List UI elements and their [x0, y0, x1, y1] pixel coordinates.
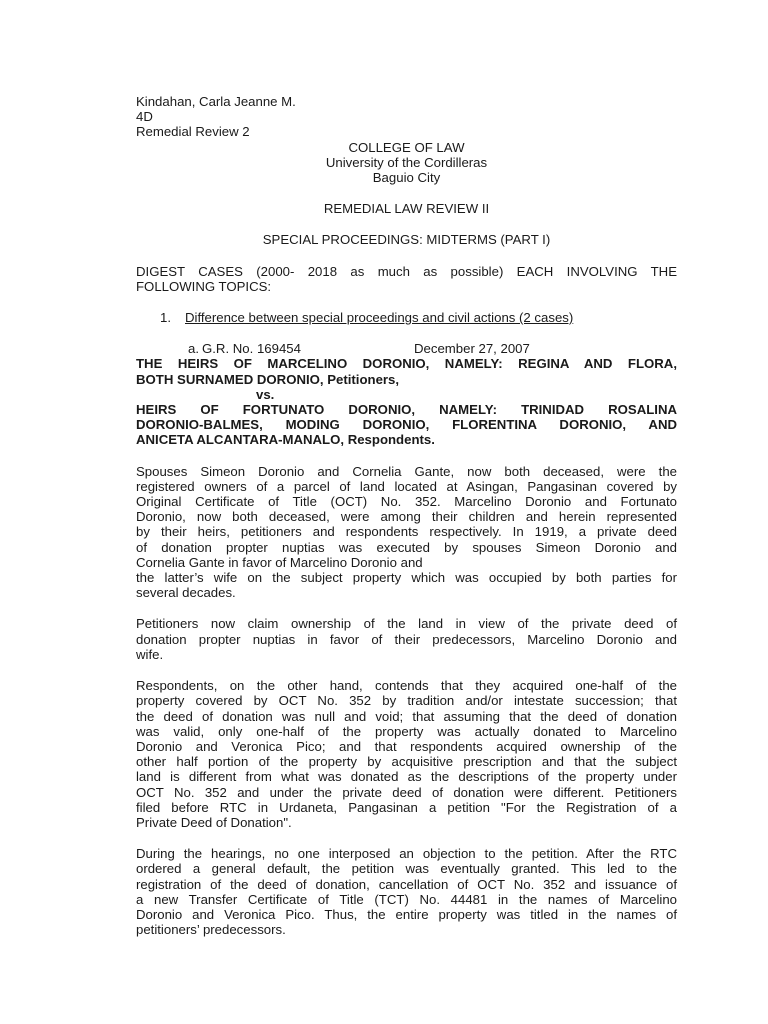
- topic-item: [160, 310, 677, 325]
- paragraph-line: wife.: [136, 646, 164, 662]
- instructions-line-1: DIGEST CASES (2000- 2018 as much as possible) EACH INVOLVING THE: [136, 263, 677, 279]
- case-petitioners-line-1: THE HEIRS OF MARCELINO DORONIO, NAMELY: REGINA AND FLORA,: [136, 356, 677, 372]
- topic-title: Difference between special proceedings and civil actions (2 cases): [185, 310, 574, 326]
- course-name: Remedial Review 2: [136, 124, 250, 140]
- paragraph-line: a new Transfer Certificate of Title (TCT) No. 44481 in the names of Marcelino: [136, 891, 677, 907]
- paragraph-line: Doronio and Veronica Pico. Thus, the entire property was titled in the names of: [136, 906, 677, 922]
- case-date: December 27, 2007: [414, 341, 530, 357]
- paragraph-line: property covered by OCT No. 352 by tradition and/or intestate succession; that: [136, 693, 677, 709]
- instructions-line-2: FOLLOWING TOPICS:: [136, 278, 272, 294]
- city-name: Baguio City: [372, 170, 441, 186]
- paragraph-line: Doronio, now both deceased, were among their children and herein represented: [136, 509, 677, 525]
- case-respondents-line-2: DORONIO-BALMES, MODING DORONIO, FLORENTINA DORONIO, AND: [136, 417, 677, 433]
- case-gr-number: G.R. No. 169454: [202, 341, 301, 357]
- paragraph-line: Doronio and Veronica Pico; and that respondents acquired ownership of the: [136, 738, 677, 754]
- paragraph-line: filed before RTC in Urdaneta, Pangasinan a petition "For the Registration of a: [136, 799, 677, 815]
- paragraph-line: registered owners of a parcel of land located at Asingan, Pangasinan covered by: [136, 478, 677, 494]
- paragraph-line: During the hearings, no one interposed an objection to the petition. After the RTC: [136, 846, 677, 862]
- subject-title: REMEDIAL LAW REVIEW II: [323, 201, 490, 217]
- topic-number: 1.: [160, 310, 171, 326]
- paragraph-line: OCT No. 352 and under the private deed of donation were different. Petitioners: [136, 784, 677, 800]
- case-vs: vs.: [256, 386, 275, 402]
- case-citation: [188, 341, 677, 356]
- paragraph-line: Cornelia Gante in favor of Marcelino Doronio and: [136, 554, 423, 570]
- case-respondents-line-3: ANICETA ALCANTARA-MANALO, Respondents.: [136, 432, 435, 448]
- facts-paragraph-1: [136, 464, 677, 601]
- paragraph-line: Spouses Simeon Doronio and Cornelia Gante, now both deceased, were the: [136, 463, 677, 479]
- case-respondents-line-1: HEIRS OF FORTUNATO DORONIO, NAMELY: TRINIDAD ROSALINA: [136, 402, 677, 418]
- facts-paragraph-4: [136, 846, 677, 937]
- case-petitioners-line-2: BOTH SURNAMED DORONIO, Petitioners,: [136, 371, 400, 387]
- paragraph-line: other half portion of the property by acquisitive prescription and that the subject: [136, 754, 677, 770]
- paragraph-line: the deed of donation was null and void; that assuming that the deed of donation: [136, 708, 677, 724]
- college-name: COLLEGE OF LAW: [348, 139, 465, 155]
- paragraph-line: Original Certificate of Title (OCT) No. 352. Marcelino Doronio and Fortunato: [136, 494, 677, 510]
- facts-paragraph-2: [136, 616, 677, 662]
- paragraph-line: several decades.: [136, 585, 236, 601]
- student-section: 4D: [136, 109, 153, 125]
- document-body: [136, 94, 677, 937]
- exam-title: SPECIAL PROCEEDINGS: MIDTERMS (PART I): [262, 232, 551, 248]
- paragraph-line: Petitioners now claim ownership of the land in view of the private deed of: [136, 616, 677, 632]
- case-letter: a.: [188, 341, 199, 357]
- facts-paragraph-3: [136, 678, 677, 830]
- paragraph-line: Respondents, on the other hand, contends that they acquired one-half of the: [136, 678, 677, 694]
- paragraph-line: the latter’s wife on the subject property which was occupied by both parties for: [136, 570, 677, 586]
- paragraph-line: registration of the deed of donation, cancellation of OCT No. 352 and issuance of: [136, 876, 677, 892]
- student-name: Kindahan, Carla Jeanne M.: [136, 94, 296, 109]
- paragraph-line: ordered a general default, the petition was eventually granted. This led to the: [136, 861, 677, 877]
- paragraph-line: by their heirs, petitioners and respondents respectively. In 1919, a private deed: [136, 524, 677, 540]
- paragraph-line: was valid, only one-half of the property was actually donated to Marcelino: [136, 723, 677, 739]
- university-name: University of the Cordilleras: [325, 154, 488, 170]
- paragraph-line: of donation propter nuptias was executed by spouses Simeon Doronio and: [136, 539, 677, 555]
- paragraph-line: Private Deed of Donation".: [136, 814, 292, 830]
- paragraph-line: petitioners’ predecessors.: [136, 922, 286, 938]
- paragraph-line: land is different from what was donated as the descriptions of the property under: [136, 769, 677, 785]
- paragraph-line: donation propter nuptias in favor of their predecessors, Marcelino Doronio and: [136, 631, 677, 647]
